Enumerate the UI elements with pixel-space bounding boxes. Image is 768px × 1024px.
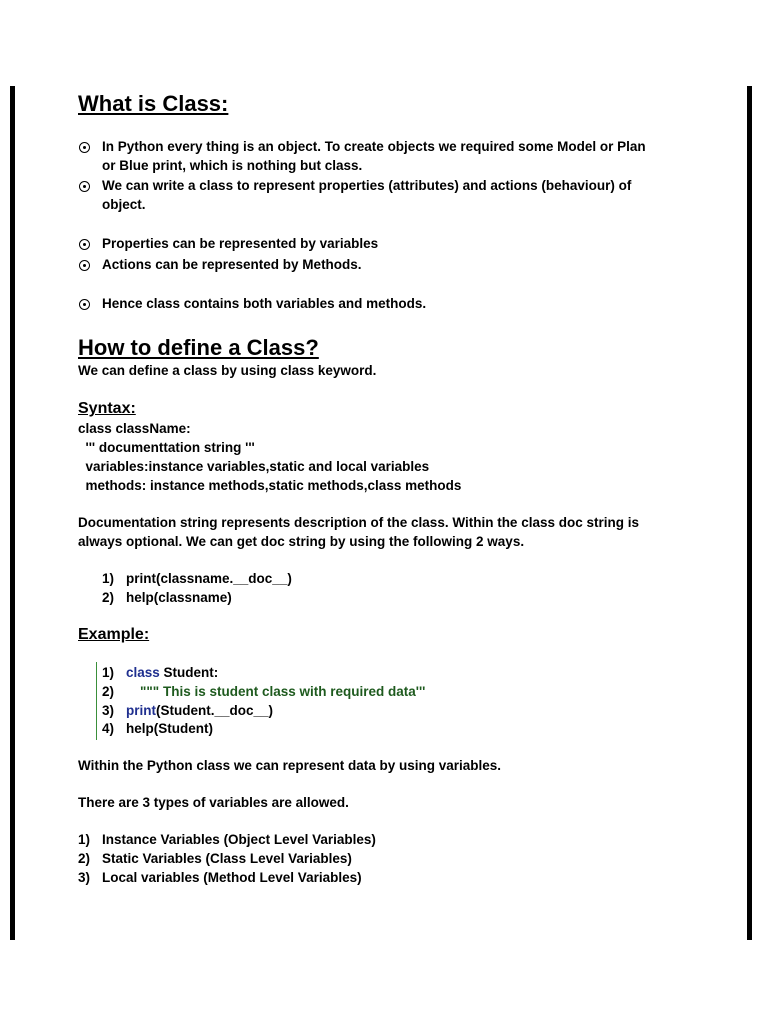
var-type-1-text: Instance Variables (Object Level Variables) bbox=[102, 832, 376, 847]
code-keyword-class: class bbox=[126, 665, 160, 680]
var-type-3-number: 3) bbox=[78, 870, 91, 885]
code-keyword-print: print bbox=[126, 703, 156, 718]
define-text: We can define a class by using class keyword. bbox=[78, 363, 377, 378]
var-type-2-text: Static Variables (Class Level Variables) bbox=[102, 851, 352, 866]
code-line-3 bbox=[126, 703, 273, 718]
syntax-line-4: methods: instance methods,static methods,class methods bbox=[78, 478, 462, 493]
doc-way-2-text: help(classname) bbox=[126, 590, 232, 605]
bullet-icon bbox=[79, 260, 90, 271]
code-block-gutter bbox=[96, 662, 97, 740]
code-line-3-rest: (Student.__doc__) bbox=[156, 703, 274, 718]
bullet-icon bbox=[79, 299, 90, 310]
code-line-2-docstring: """ This is student class with required data''' bbox=[140, 684, 426, 699]
code-line-4-number: 4) bbox=[102, 721, 115, 736]
var-type-1-number: 1) bbox=[78, 832, 91, 847]
para-data: Within the Python class we can represent data by using variables. bbox=[78, 758, 502, 773]
code-line-2-number: 2) bbox=[102, 684, 115, 699]
syntax-line-2: ''' documenttation string ''' bbox=[78, 440, 255, 455]
bullet-2-line-2: object. bbox=[102, 197, 146, 212]
bullet-icon bbox=[79, 181, 90, 192]
heading-what-is-class: What is Class: bbox=[78, 91, 229, 116]
doc-para-line-1: Documentation string represents description of the class. Within the class doc string is bbox=[78, 515, 639, 530]
heading-how-to-define: How to define a Class? bbox=[78, 335, 319, 360]
code-line-1-rest: Student: bbox=[159, 665, 219, 680]
var-type-3-text: Local variables (Method Level Variables) bbox=[102, 870, 362, 885]
var-type-2-number: 2) bbox=[78, 851, 91, 866]
bullet-1-line-2: or Blue print, which is nothing but class. bbox=[102, 158, 363, 173]
code-line-1 bbox=[126, 665, 218, 680]
bullet-4-line-1: Actions can be represented by Methods. bbox=[102, 257, 362, 272]
example-heading: Example: bbox=[78, 626, 150, 643]
bullet-3-line-1: Properties can be represented by variables bbox=[102, 236, 379, 251]
doc-way-1-number: 1) bbox=[102, 571, 115, 586]
doc-para-line-2: always optional. We can get doc string by using the following 2 ways. bbox=[78, 534, 525, 549]
code-line-4: help(Student) bbox=[126, 721, 213, 736]
bullet-1-line-1: In Python every thing is an object. To create objects we required some Model or Plan bbox=[102, 139, 646, 154]
code-line-1-number: 1) bbox=[102, 665, 115, 680]
para-types: There are 3 types of variables are allowed. bbox=[78, 795, 349, 810]
doc-way-1-text: print(classname.__doc__) bbox=[126, 571, 292, 586]
syntax-line-3: variables:instance variables,static and local variables bbox=[78, 459, 430, 474]
bullet-icon bbox=[79, 142, 90, 153]
doc-way-2-number: 2) bbox=[102, 590, 115, 605]
bullet-5-line-1: Hence class contains both variables and methods. bbox=[102, 296, 427, 311]
code-line-3-number: 3) bbox=[102, 703, 115, 718]
bullet-2-line-1: We can write a class to represent properties (attributes) and actions (behaviour) of bbox=[102, 178, 632, 193]
bullet-icon bbox=[79, 239, 90, 250]
syntax-line-1: class className: bbox=[78, 421, 191, 436]
syntax-heading: Syntax: bbox=[78, 400, 136, 417]
